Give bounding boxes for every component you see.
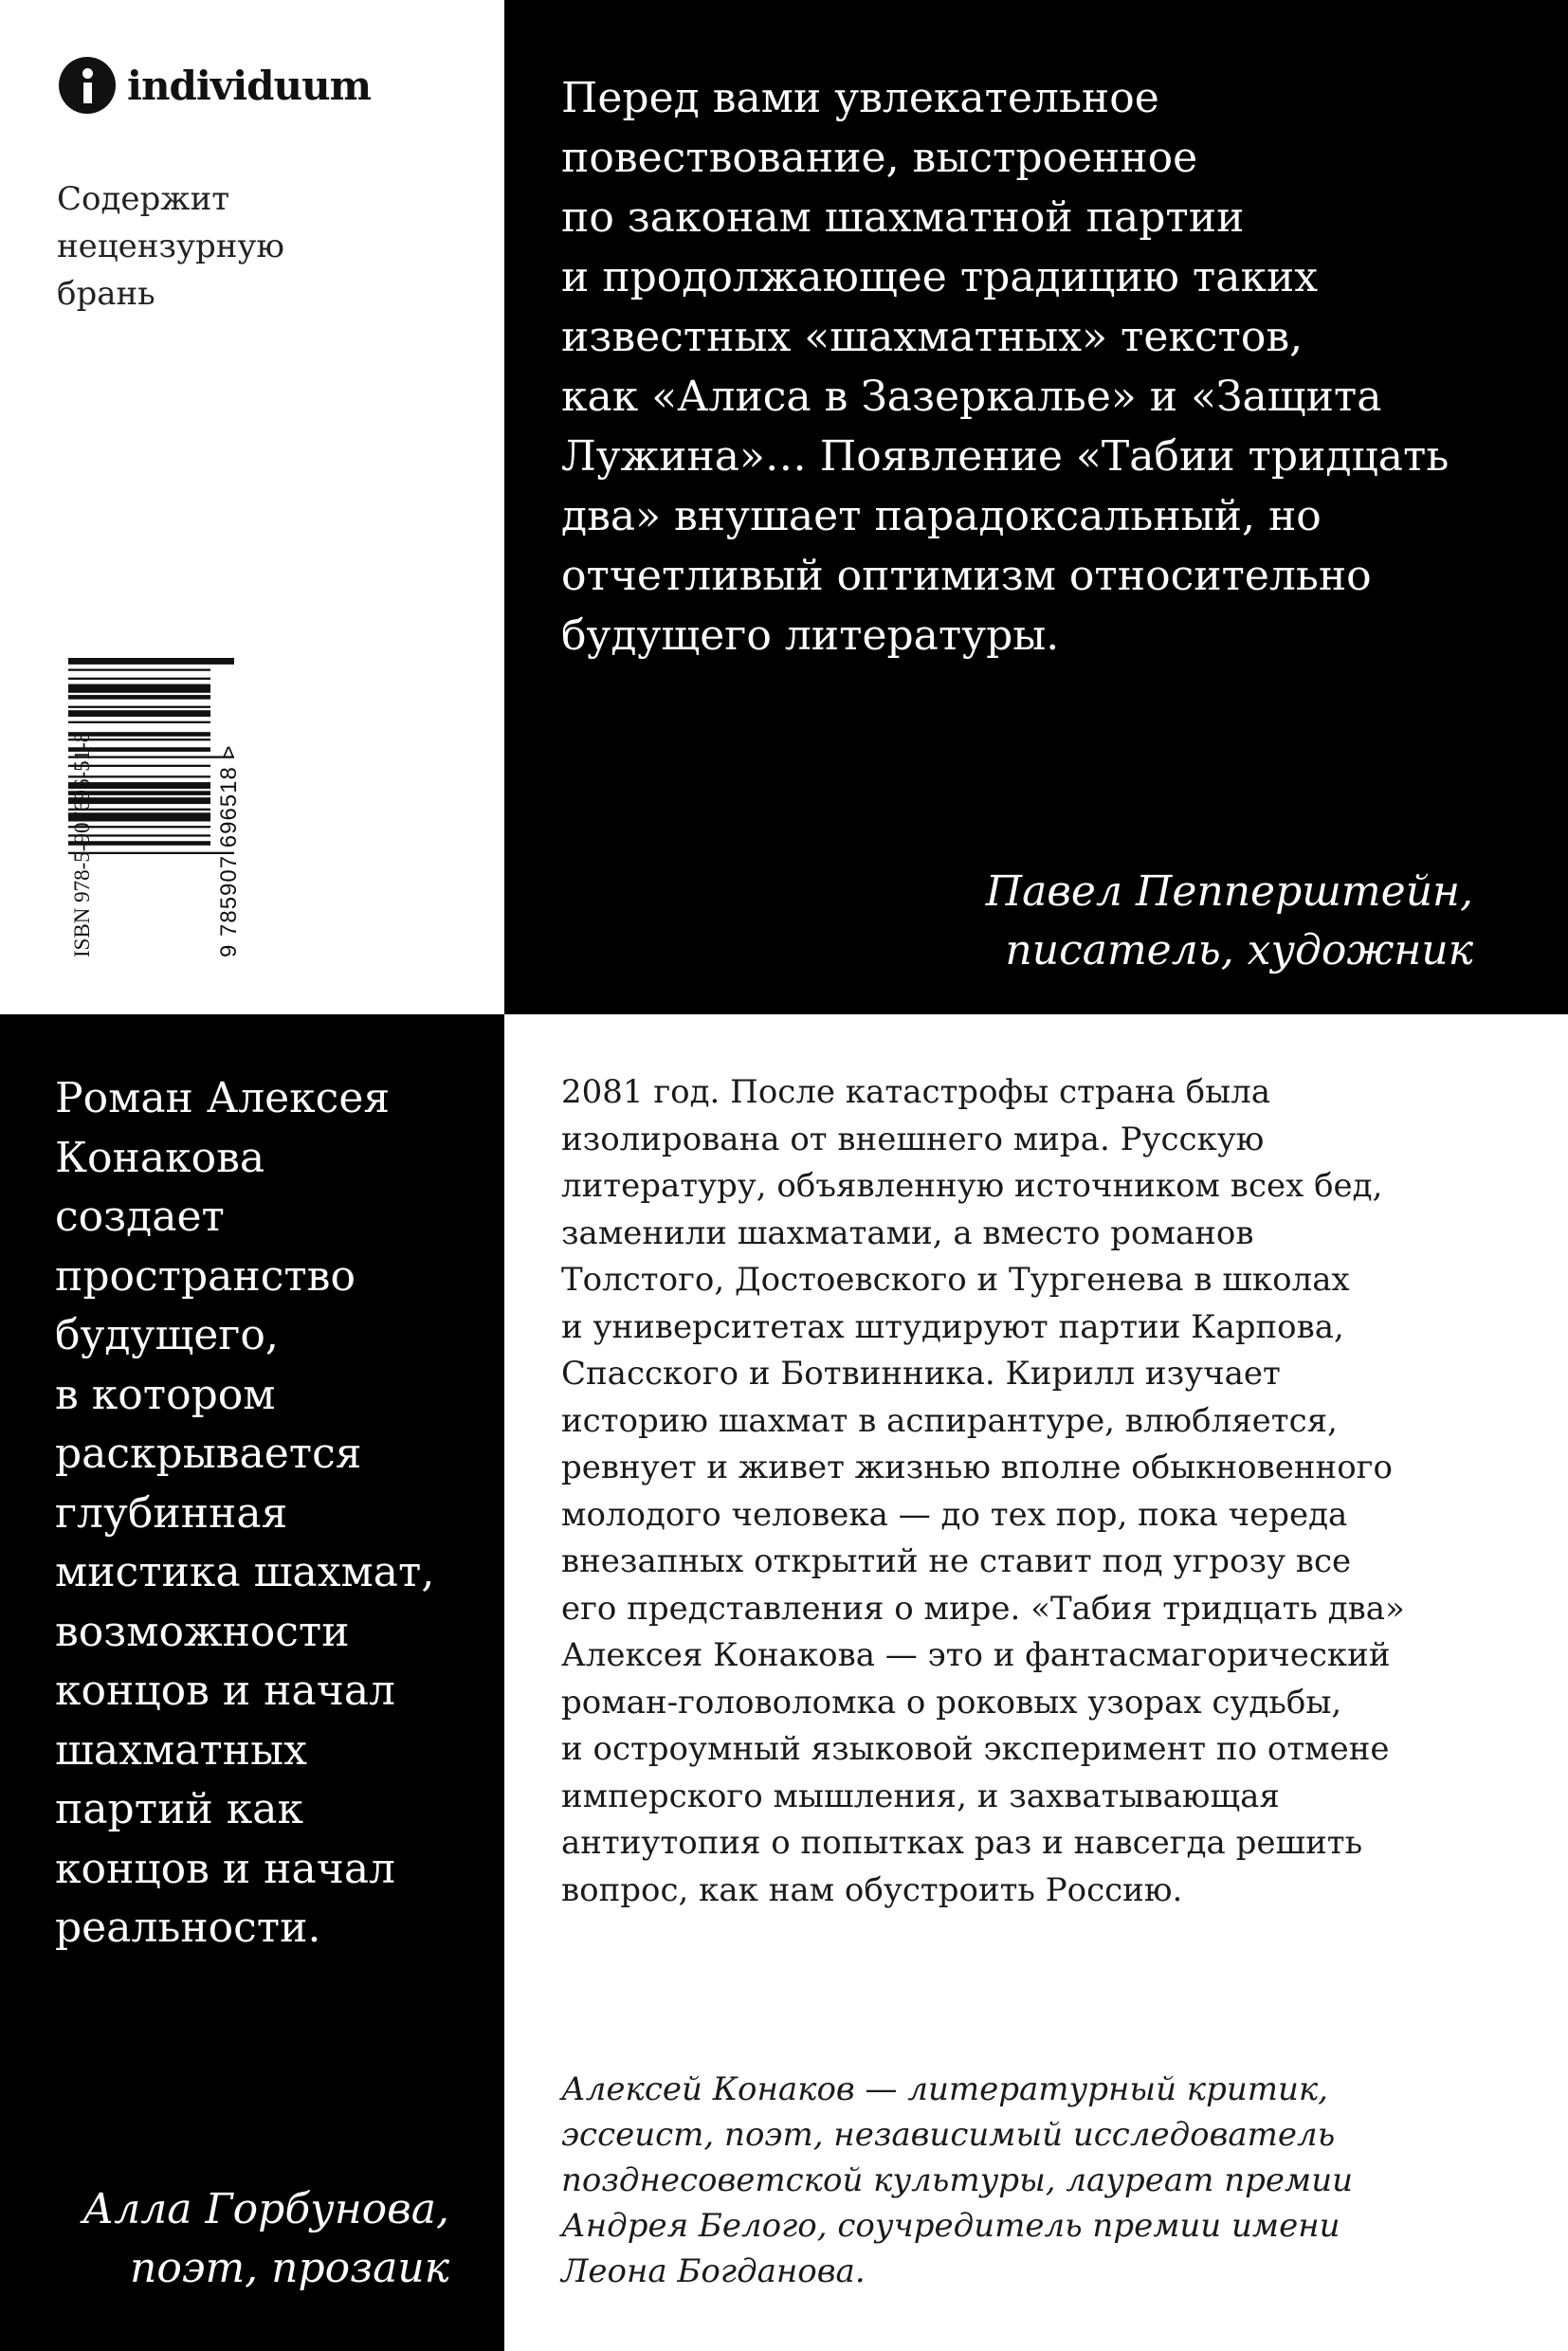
bottom-right-panel	[504, 1014, 1568, 2351]
quote-line: раскрывается	[55, 1430, 362, 1478]
book-annotation	[561, 1069, 1547, 1914]
annotation-line: молодого человека — до тех пор, пока череда	[561, 1495, 1348, 1534]
quote-line: будущего,	[55, 1311, 279, 1359]
annotation-line: изолирована от внешнего мира. Русскую	[561, 1120, 1265, 1158]
bio-line: Алексей Конаков — литературный критик,	[561, 2070, 1328, 2108]
top-right-panel	[504, 0, 1568, 1014]
content-warning	[57, 175, 341, 318]
annotation-line: литературу, объявленную источником всех бед,	[561, 1167, 1383, 1205]
quote-line: в котором	[55, 1370, 276, 1419]
barcode-bar	[68, 721, 210, 723]
annotation-line: его представления о мире. «Табия тридцать два»	[561, 1589, 1405, 1628]
annotation-line: ревнует и живет жизнью вполне обыкновенного	[561, 1449, 1393, 1486]
annotation-line: имперского мышления, и захватывающая	[561, 1777, 1280, 1815]
info-icon	[59, 57, 116, 114]
isbn-label: ISBN 978-5-907696-51-8	[70, 731, 94, 957]
quote-line: возможности	[55, 1607, 350, 1656]
quote-attribution	[986, 863, 1473, 980]
quote-line: Перед вами увлекательное	[561, 74, 1159, 122]
annotation-line: антиутопия о попытках раз и навсегда решить	[561, 1824, 1363, 1862]
annotation-line: 2081 год. После катастрофы страна была	[561, 1073, 1271, 1111]
annotation-line: Алексея Конакова — это и фантасмагорический	[561, 1636, 1391, 1674]
bio-line: эссеист, поэт, независимый исследователь	[561, 2116, 1336, 2154]
barcode-bar	[68, 710, 210, 717]
bio-line: Леона Богданова.	[561, 2252, 866, 2290]
quote-line: как «Алиса в Зазеркалье» и «Защита	[561, 373, 1382, 421]
barcode-bar	[68, 695, 210, 700]
quote-line: и продолжающее традицию таких	[561, 253, 1319, 301]
annotation-line: заменили шахматами, а вместо романов	[561, 1213, 1254, 1252]
review-quote-gorbunova	[55, 1069, 501, 1959]
quote-line: шахматных	[55, 1725, 307, 1775]
quote-line: пространство	[55, 1251, 356, 1301]
attribution-name: Павел Пепперштейн,	[985, 867, 1473, 916]
warning-line: Содержит	[57, 180, 230, 218]
quote-line: повествование, выстроенное	[561, 134, 1198, 182]
quote-line: известных «шахматных» текстов,	[561, 313, 1304, 361]
review-quote-pepperstein	[561, 68, 1566, 665]
barcode-bar	[68, 706, 210, 708]
attribution-role: поэт, прозаик	[129, 2244, 449, 2292]
annotation-line: Спасского и Ботвинника. Кирилл изучает	[561, 1355, 1281, 1393]
annotation-line: вопрос, как нам обустроить Россию.	[561, 1870, 1183, 1909]
quote-line: по законам шахматной партии	[561, 193, 1245, 242]
warning-line: нецензурную	[57, 228, 285, 265]
quote-line: создает	[55, 1193, 225, 1241]
quote-line: партий как	[55, 1785, 303, 1833]
quote-line: мистика шахмат,	[55, 1548, 435, 1596]
attribution-role: писатель, художник	[1005, 926, 1473, 975]
barcode-bar	[68, 669, 210, 671]
top-left-panel	[0, 0, 504, 1014]
quote-line: будущего литературы.	[561, 611, 1060, 660]
publisher-name: individuum	[127, 62, 372, 109]
annotation-line: и остроумный языковой эксперимент по отмене	[561, 1730, 1390, 1768]
quote-line: отчетливый оптимизм относительно	[561, 552, 1372, 600]
barcode-bar	[68, 684, 210, 693]
quote-line: Конакова	[55, 1133, 265, 1182]
barcode-bar	[68, 658, 234, 665]
quote-line: реальности.	[55, 1904, 321, 1952]
warning-line: брань	[57, 275, 155, 313]
barcode-bar	[68, 678, 210, 680]
quote-attribution	[82, 2180, 449, 2298]
bio-line: позднесоветской культуры, лауреат премии	[561, 2161, 1353, 2199]
quote-line: Лужина»… Появление «Табии тридцать	[561, 432, 1449, 481]
quote-line: два» внушает парадоксальный, но	[561, 492, 1322, 540]
quote-line: Роман Алексея	[55, 1074, 391, 1122]
bio-line: Андрея Белого, соучредитель премии имени	[561, 2207, 1340, 2245]
annotation-line: роман-головоломка о роковых узорах судьбы,	[561, 1683, 1342, 1722]
publisher-logo	[59, 57, 371, 114]
bottom-left-panel	[0, 1014, 504, 2351]
annotation-line: историю шахмат в аспирантуре, влюбляется,	[561, 1401, 1338, 1440]
quote-line: глубинная	[55, 1488, 288, 1538]
annotation-line: Толстого, Достоевского и Тургенева в школах	[561, 1261, 1350, 1299]
quote-line: концов и начал	[55, 1844, 396, 1893]
quote-line: концов и начал	[55, 1667, 396, 1715]
attribution-name: Алла Горбунова,	[82, 2185, 449, 2233]
barcode-digits: 9 785907 696518 >	[216, 744, 242, 957]
annotation-line: внезапных открытий не ставит под угрозу все	[561, 1542, 1352, 1580]
annotation-line: и университетах штудируют партии Карпова,	[561, 1307, 1344, 1346]
author-bio	[561, 2067, 1547, 2294]
